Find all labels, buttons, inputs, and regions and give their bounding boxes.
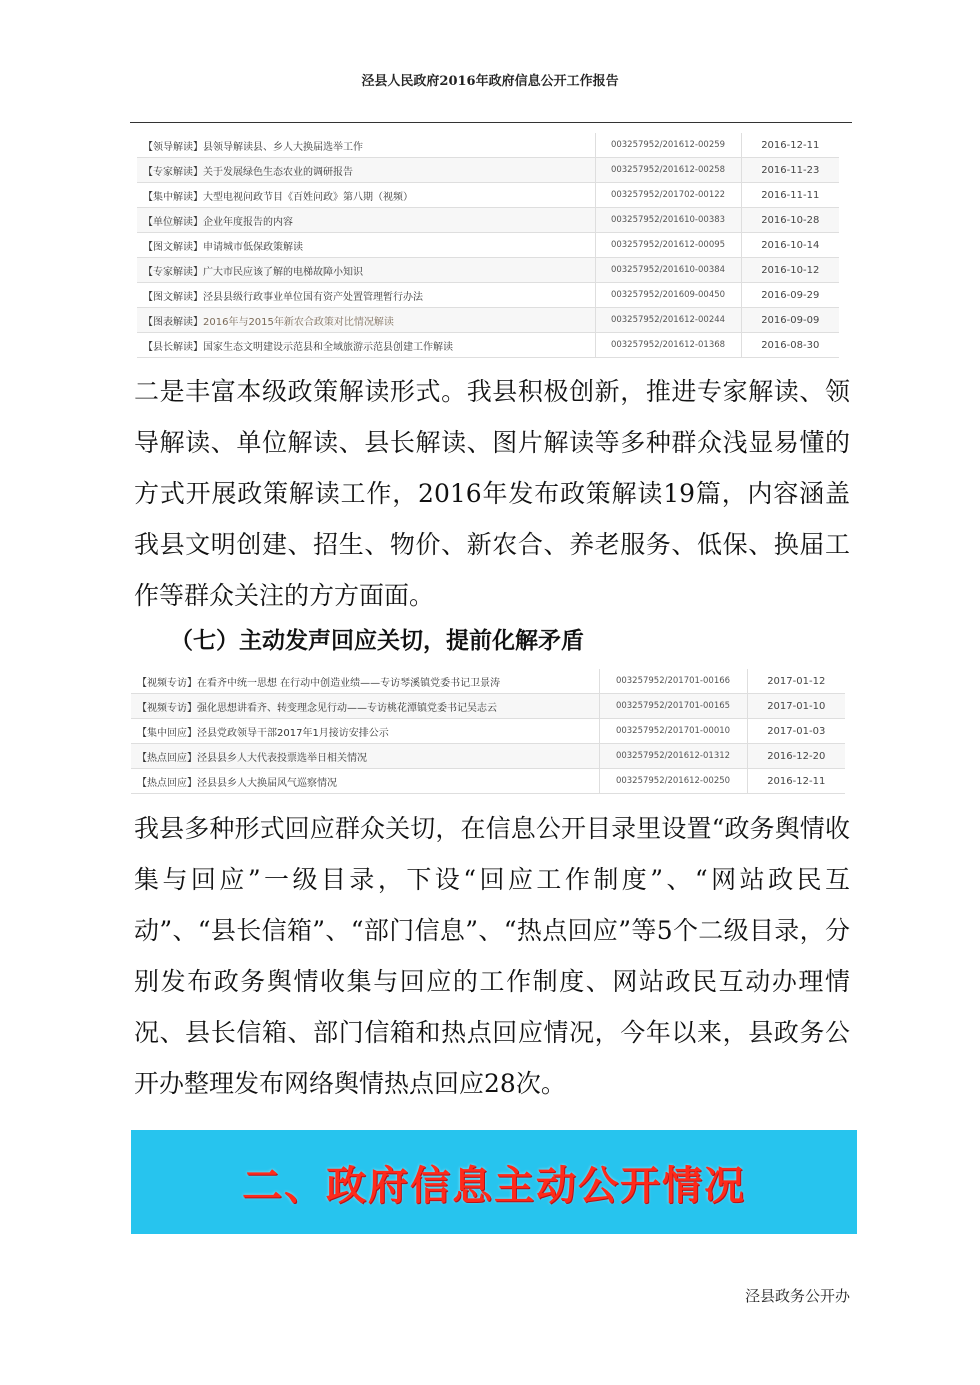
row-title-link[interactable]: 企业年度报告的内容 bbox=[203, 216, 293, 228]
table-row[interactable] bbox=[137, 208, 839, 233]
row-index-number: 003257952/201612-01368 bbox=[595, 333, 741, 358]
row-title-link[interactable]: 泾县县级行政事业单位国有资产处置管理暂行办法 bbox=[203, 291, 423, 303]
row-category-tag: 【图文解读】 bbox=[143, 241, 203, 253]
row-index-number: 003257952/201609-00450 bbox=[595, 283, 741, 308]
row-category-tag: 【热点回应】 bbox=[137, 752, 197, 764]
row-title-cell bbox=[137, 208, 595, 233]
table-row[interactable] bbox=[137, 233, 839, 258]
table-row[interactable] bbox=[137, 283, 839, 308]
table-row[interactable] bbox=[131, 769, 845, 794]
table-row[interactable] bbox=[137, 258, 839, 283]
row-title-link[interactable]: 强化思想讲看齐、转变理念见行动——专访桃花潭镇党委书记吴志云 bbox=[197, 702, 497, 714]
row-title-link[interactable]: 国家生态文明建设示范县和全域旅游示范县创建工作解读 bbox=[203, 341, 453, 353]
row-category-tag: 【集中解读】 bbox=[143, 191, 203, 203]
row-date: 2016-12-20 bbox=[747, 744, 845, 769]
row-title-cell bbox=[137, 233, 595, 258]
row-index-number: 003257952/201702-00122 bbox=[595, 183, 741, 208]
row-index-number: 003257952/201612-00250 bbox=[599, 769, 747, 794]
row-date: 2016-10-28 bbox=[741, 208, 839, 233]
section-banner bbox=[131, 1130, 857, 1234]
table-row[interactable] bbox=[131, 744, 845, 769]
row-date: 2017-01-12 bbox=[747, 669, 845, 694]
row-title-cell bbox=[137, 333, 595, 358]
table-row[interactable] bbox=[137, 183, 839, 208]
row-category-tag: 【单位解读】 bbox=[143, 216, 203, 228]
row-category-tag: 【图文解读】 bbox=[143, 291, 203, 303]
row-title-cell bbox=[137, 158, 595, 183]
row-index-number: 003257952/201701-00165 bbox=[599, 694, 747, 719]
header-rule bbox=[130, 122, 852, 123]
row-title-cell bbox=[137, 308, 595, 333]
response-table bbox=[131, 669, 845, 794]
row-title-link[interactable]: 泾县县乡人大换届风气巡察情况 bbox=[197, 777, 337, 789]
row-title-cell bbox=[137, 133, 595, 158]
row-date: 2016-08-30 bbox=[741, 333, 839, 358]
row-title-cell bbox=[131, 744, 599, 769]
row-title-cell bbox=[137, 183, 595, 208]
row-date: 2016-12-11 bbox=[747, 769, 845, 794]
row-date: 2016-12-11 bbox=[741, 133, 839, 158]
row-category-tag: 【专家解读】 bbox=[143, 166, 203, 178]
row-category-tag: 【县长解读】 bbox=[143, 341, 203, 353]
row-index-number: 003257952/201612-00259 bbox=[595, 133, 741, 158]
row-category-tag: 【专家解读】 bbox=[143, 266, 203, 278]
row-title-link[interactable]: 县领导解读县、乡人大换届选举工作 bbox=[203, 141, 363, 153]
row-title-link[interactable]: 关于发展绿色生态农业的调研报告 bbox=[203, 166, 353, 178]
row-category-tag: 【集中回应】 bbox=[137, 727, 197, 739]
section-heading-7: （七）主动发声回应关切，提前化解矛盾 bbox=[170, 628, 584, 654]
row-date: 2016-10-14 bbox=[741, 233, 839, 258]
page-header: 泾县人民政府2016年政府信息公开工作报告 bbox=[361, 74, 619, 89]
row-title-cell bbox=[131, 669, 599, 694]
row-category-tag: 【视频专访】 bbox=[137, 677, 197, 689]
table-row[interactable] bbox=[137, 333, 839, 358]
row-date: 2017-01-03 bbox=[747, 719, 845, 744]
row-title-link[interactable]: 泾县党政领导干部2017年1月接访安排公示 bbox=[197, 727, 389, 739]
paragraph-interpretation-forms: 二是丰富本级政策解读形式。我县积极创新，推进专家解读、领导解读、单位解读、县长解读、图片解读等多种群众浅显易懂的方式开展政策解读工作，2016年发布政策解读19篇，内容涵盖我县文明创建、招生、物价、新农合、养老服务、低保、换届工作等群众关注的方方面面。 bbox=[134, 377, 850, 610]
row-title-cell bbox=[131, 769, 599, 794]
row-date: 2016-09-09 bbox=[741, 308, 839, 333]
row-index-number: 003257952/201610-00383 bbox=[595, 208, 741, 233]
row-title-cell bbox=[137, 258, 595, 283]
footer-issuer: 泾县政务公开办 bbox=[744, 1287, 850, 1305]
row-category-tag: 【领导解读】 bbox=[143, 141, 203, 153]
row-category-tag: 【热点回应】 bbox=[137, 777, 197, 789]
row-title-cell bbox=[131, 694, 599, 719]
policy-interpretation-table bbox=[137, 133, 839, 358]
table-row[interactable] bbox=[137, 133, 839, 158]
table-row[interactable] bbox=[137, 308, 839, 333]
row-index-number: 003257952/201612-00258 bbox=[595, 158, 741, 183]
row-category-tag: 【视频专访】 bbox=[137, 702, 197, 714]
row-title-cell bbox=[137, 283, 595, 308]
row-title-link[interactable]: 大型电视问政节目《百姓问政》第八期（视频） bbox=[203, 191, 413, 203]
row-date: 2016-09-29 bbox=[741, 283, 839, 308]
row-date: 2016-11-11 bbox=[741, 183, 839, 208]
table-row[interactable] bbox=[131, 669, 845, 694]
row-index-number: 003257952/201612-00244 bbox=[595, 308, 741, 333]
paragraph-public-response: 我县多种形式回应群众关切，在信息公开目录里设置“政务舆情收集与回应”一级目录，下设“回应工作制度”、“网站政民互动”、“县长信箱”、“部门信息”、“热点回应”等5个二级目录，分别发布政务舆情收集与回应的工作制度、网站政民互动办理情况、县长信箱、部门信箱和热点回应情况，今年以来，县政务公开办整理发布网络舆情热点回应28次。 bbox=[134, 814, 850, 1098]
row-title-link[interactable]: 泾县县乡人大代表投票选举日相关情况 bbox=[197, 752, 367, 764]
row-title-link[interactable]: 2016年与2015年新农合政策对比情况解读 bbox=[203, 316, 394, 328]
row-category-tag: 【图表解读】 bbox=[143, 316, 203, 328]
row-title-link[interactable]: 广大市民应该了解的电梯故障小知识 bbox=[203, 266, 363, 278]
row-index-number: 003257952/201701-00010 bbox=[599, 719, 747, 744]
row-date: 2017-01-10 bbox=[747, 694, 845, 719]
row-date: 2016-10-12 bbox=[741, 258, 839, 283]
row-index-number: 003257952/201610-00384 bbox=[595, 258, 741, 283]
table-row[interactable] bbox=[137, 158, 839, 183]
row-index-number: 003257952/201701-00166 bbox=[599, 669, 747, 694]
row-title-link[interactable]: 在看齐中统一思想 在行动中创造业绩——专访琴溪镇党委书记卫景涛 bbox=[197, 677, 501, 689]
table-row[interactable] bbox=[131, 719, 845, 744]
row-date: 2016-11-23 bbox=[741, 158, 839, 183]
row-index-number: 003257952/201612-00095 bbox=[595, 233, 741, 258]
table-row[interactable] bbox=[131, 694, 845, 719]
row-title-cell bbox=[131, 719, 599, 744]
section-banner-title: 二、政府信息主动公开情况 bbox=[242, 1162, 746, 1209]
row-title-link[interactable]: 申请城市低保政策解读 bbox=[203, 241, 303, 253]
row-index-number: 003257952/201612-01312 bbox=[599, 744, 747, 769]
